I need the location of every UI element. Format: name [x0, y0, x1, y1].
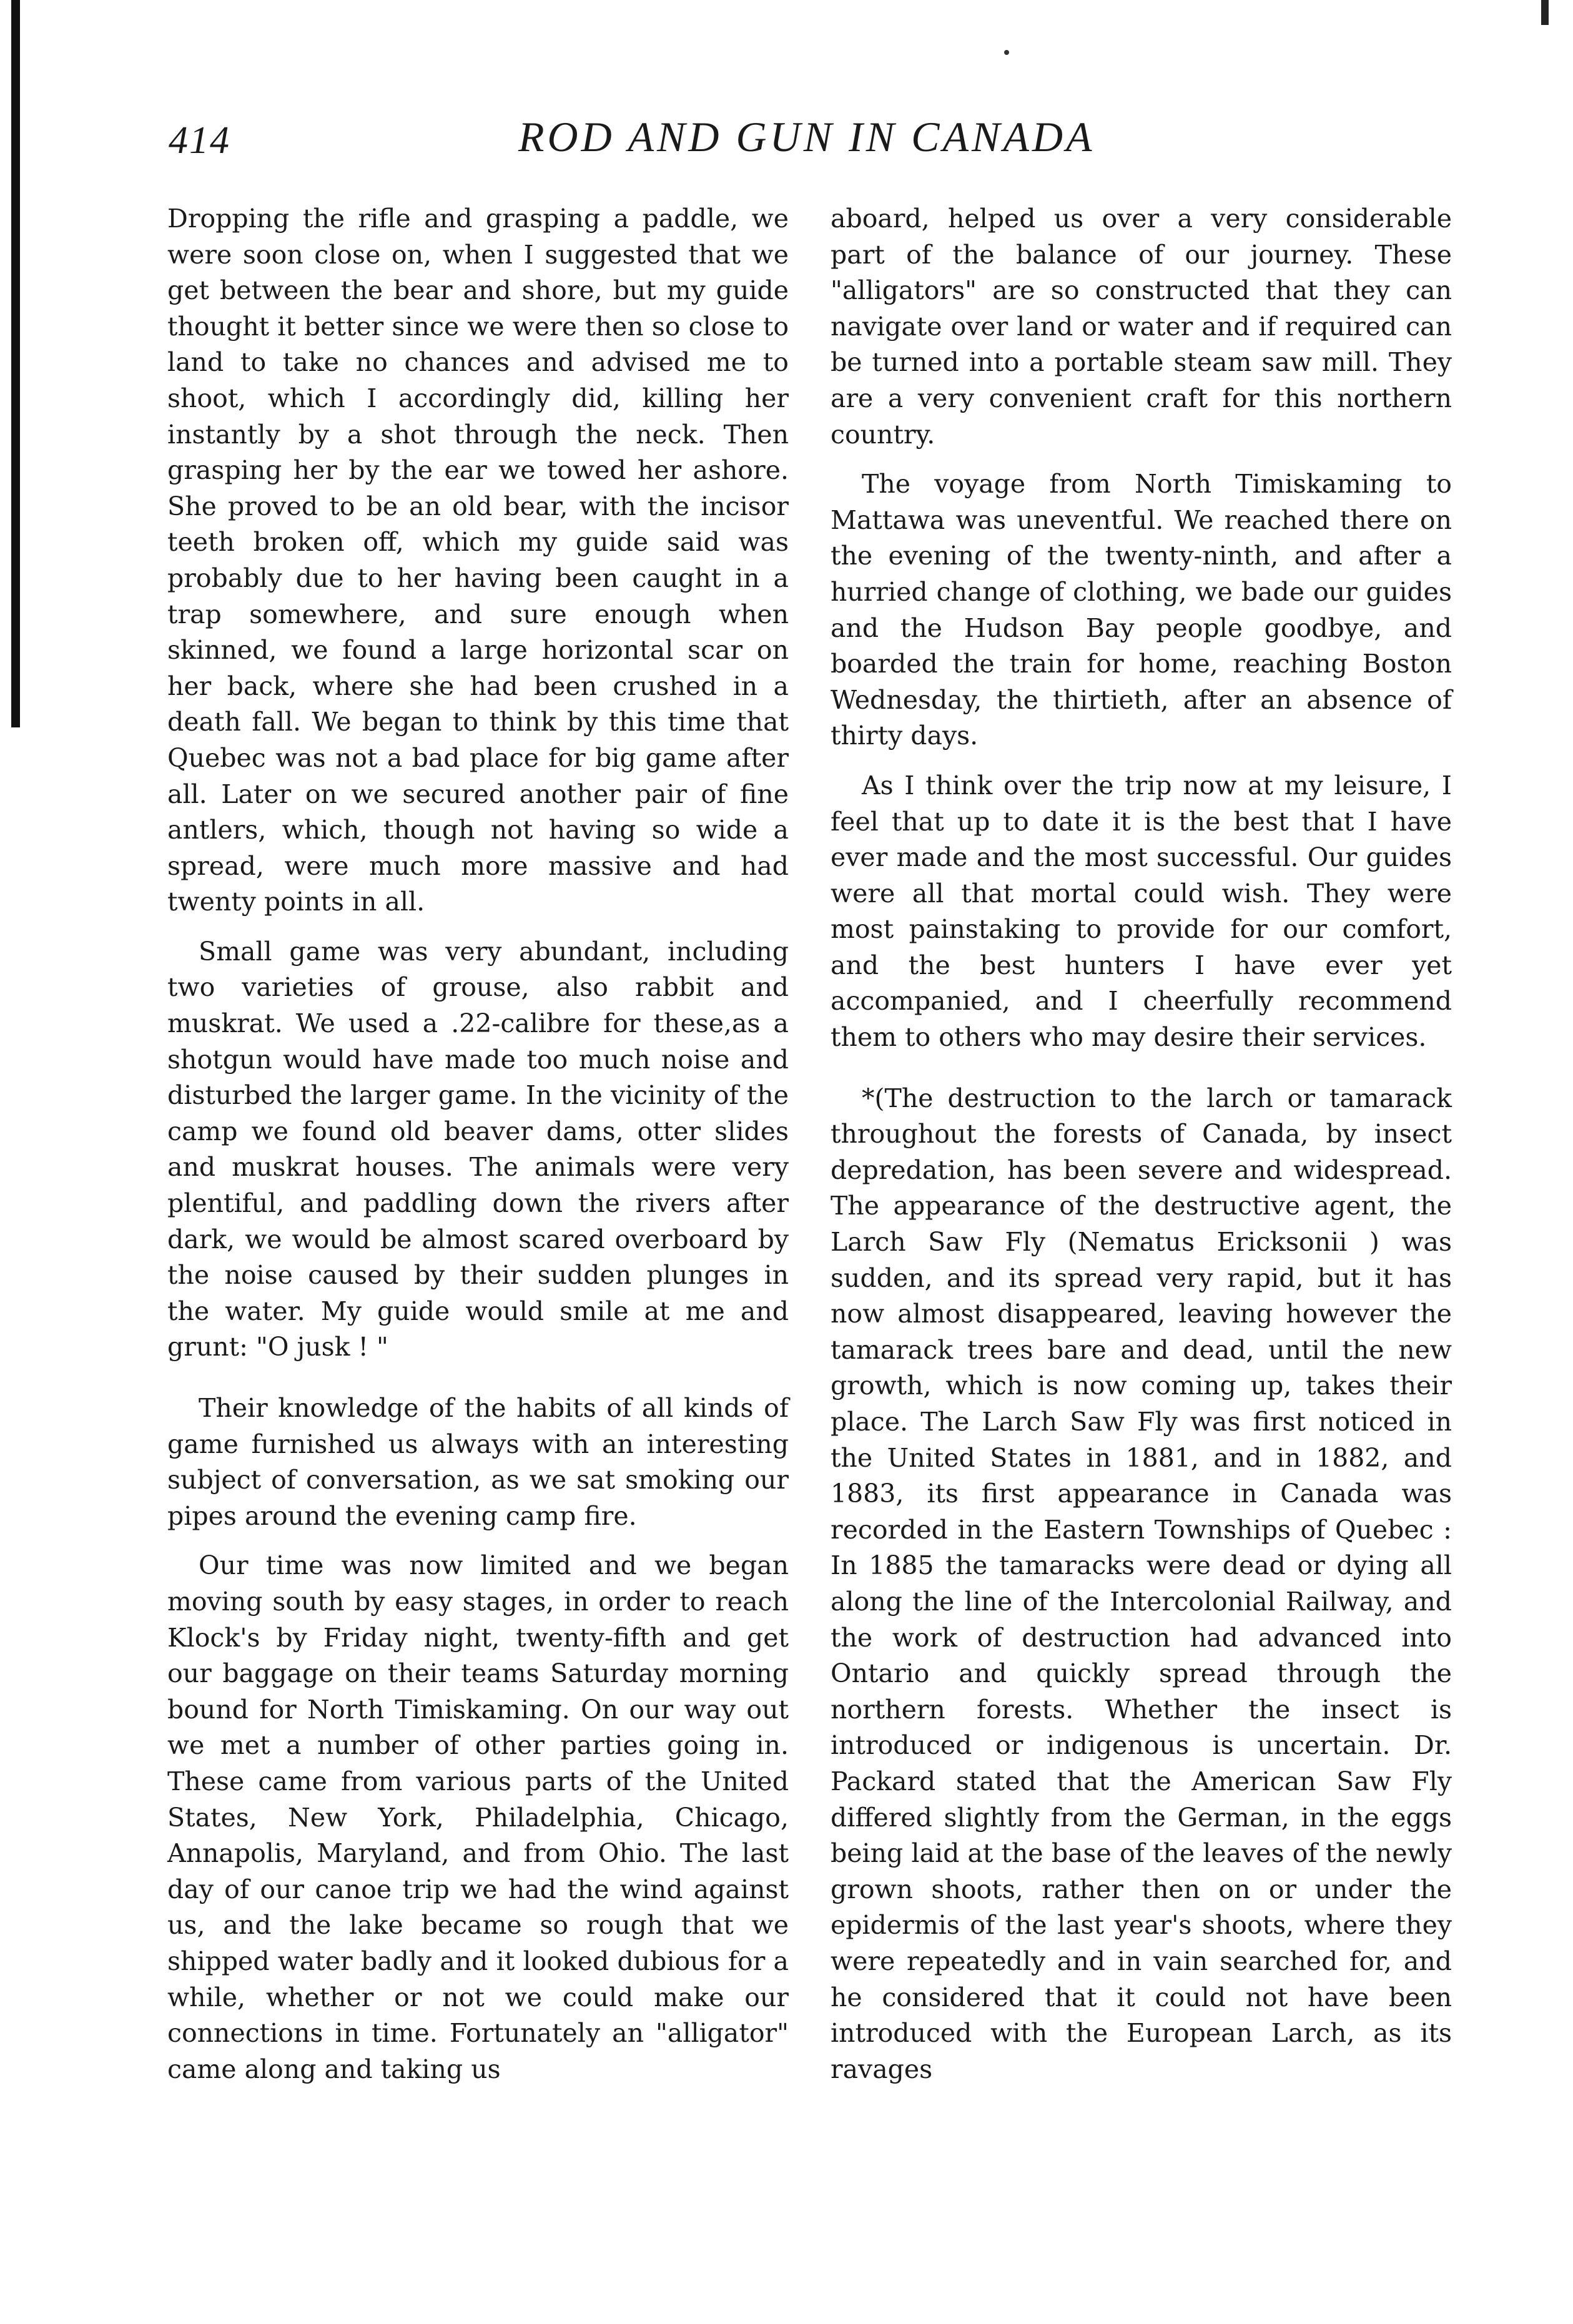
- edge-mark: [1541, 0, 1549, 25]
- right-column: [831, 201, 1452, 2101]
- paragraph: aboard, helped us over a very considerable part of the balance of our journey. These "alligators" are so constructed that they can navigate over land or water and if required can be turned into a portable steam saw mill. They are a very convenient craft for this northern country.: [831, 204, 1452, 450]
- running-head: ROD AND GUN IN CANADA: [518, 113, 1095, 160]
- page-number: 414: [169, 119, 230, 162]
- left-column: [167, 201, 789, 2101]
- paragraph: As I think over the trip now at my leisure, I feel that up to date it is the best that I have ever made and the most successful. Our guides were all that mortal could wish. They were most painstaking to provide for our comfort, and the best hunters I have ever yet accompanied, and I cheerfully recommend them to others who may desire their services.: [831, 770, 1452, 1053]
- paragraph: The voyage from North Timiskaming to Mattawa was uneventful. We reached there on the evening of the twenty-ninth, and after a hurried change of clothing, we bade our guides and the Hudson Bay people goodbye, and boarded the train for home, reaching Boston Wednesday, the thirtieth, after an absence of thirty days.: [831, 469, 1452, 751]
- paragraph: Our time was now limited and we began moving south by easy stages, in order to reach Klock's by Friday night, twenty-fifth and get our baggage on their teams Saturday morning bound for North Timiskaming. On our way out we met a number of other parties going in. These came from various parts of the United States, New York, Philadelphia, Chicago, Annapolis, Maryland, and from Ohio. The last day of our canoe trip we had the wind against us, and the lake became so rough that we shipped water badly and it looked dubious for a while, whether or not we could make our connections in time. Fortunately an "alligator" came along and taking us: [167, 1550, 789, 2084]
- footnote-paragraph: *(The destruction to the larch or tamarack throughout the forests of Canada, by insect depredation, has been severe and widespread. The appearance of the destructive agent, the Larch Saw Fly (Nematus Ericksonii ) was sudden, and its spread very rapid, but it has now almost disappeared, leaving however the tamarack trees bare and dead, until the new growth, which is now coming up, takes their place. The Larch Saw Fly was first noticed in the United States in 1881, and in 1882, and 1883, its first appearance in Canada was recorded in the Eastern Townships of Quebec : In 1885 the tamaracks were dead or dying all along the line of the Intercolonial Railway, and the work of destruction had advanced into Ontario and quickly spread through the northern forests. Whether the insect is introduced or indigenous is uncertain. Dr. Packard stated that the American Saw Fly differed slightly from the German, in the eggs being laid at the base of the leaves of the newly grown shoots, rather then on or under the epidermis of the last year's shoots, where they were repeatedly and in vain searched for, and he considered that it could not have been introduced with the European Larch, as its ravages: [831, 1083, 1452, 2084]
- ink-speck: [1004, 50, 1009, 55]
- paragraph: Small game was very abundant, including two varieties of grouse, also rabbit and muskrat. We used a .22-calibre for these,as a shotgun would have made too much noise and disturbed the larger game. In the vicinity of the camp we found old beaver dams, otter slides and muskrat houses. The animals were very plentiful, and paddling down the rivers after dark, we would be almost scared overboard by the noise caused by their sudden plunges in the water. My guide would smile at me and grunt: "O jusk ! ": [167, 936, 789, 1362]
- paragraph: Their knowledge of the habits of all kinds of game furnished us always with an interesting subject of conversation, as we sat smoking our pipes around the evening camp fire.: [167, 1393, 789, 1531]
- page-header: [169, 112, 1449, 181]
- binding-edge-rule: [11, 0, 20, 727]
- paragraph: Dropping the rifle and grasping a paddle, we were soon close on, when I suggested that we get between the bear and shore, but my guide thought it better since we were then so close to land to take no chances and advised me to shoot, which I accordingly did, killing her instantly by a shot through the neck. Then grasping her by the ear we towed her ashore. She proved to be an old bear, with the incisor teeth broken off, which my guide said was probably due to her having been caught in a trap somewhere, and sure enough when skinned, we found a large horizontal scar on her back, where she had been crushed in a death fall. We began to think by this time that Quebec was not a bad place for big game after all. Later on we secured another pair of fine antlers, which, though not having so wide a spread, were much more massive and had twenty points in all.: [167, 204, 789, 917]
